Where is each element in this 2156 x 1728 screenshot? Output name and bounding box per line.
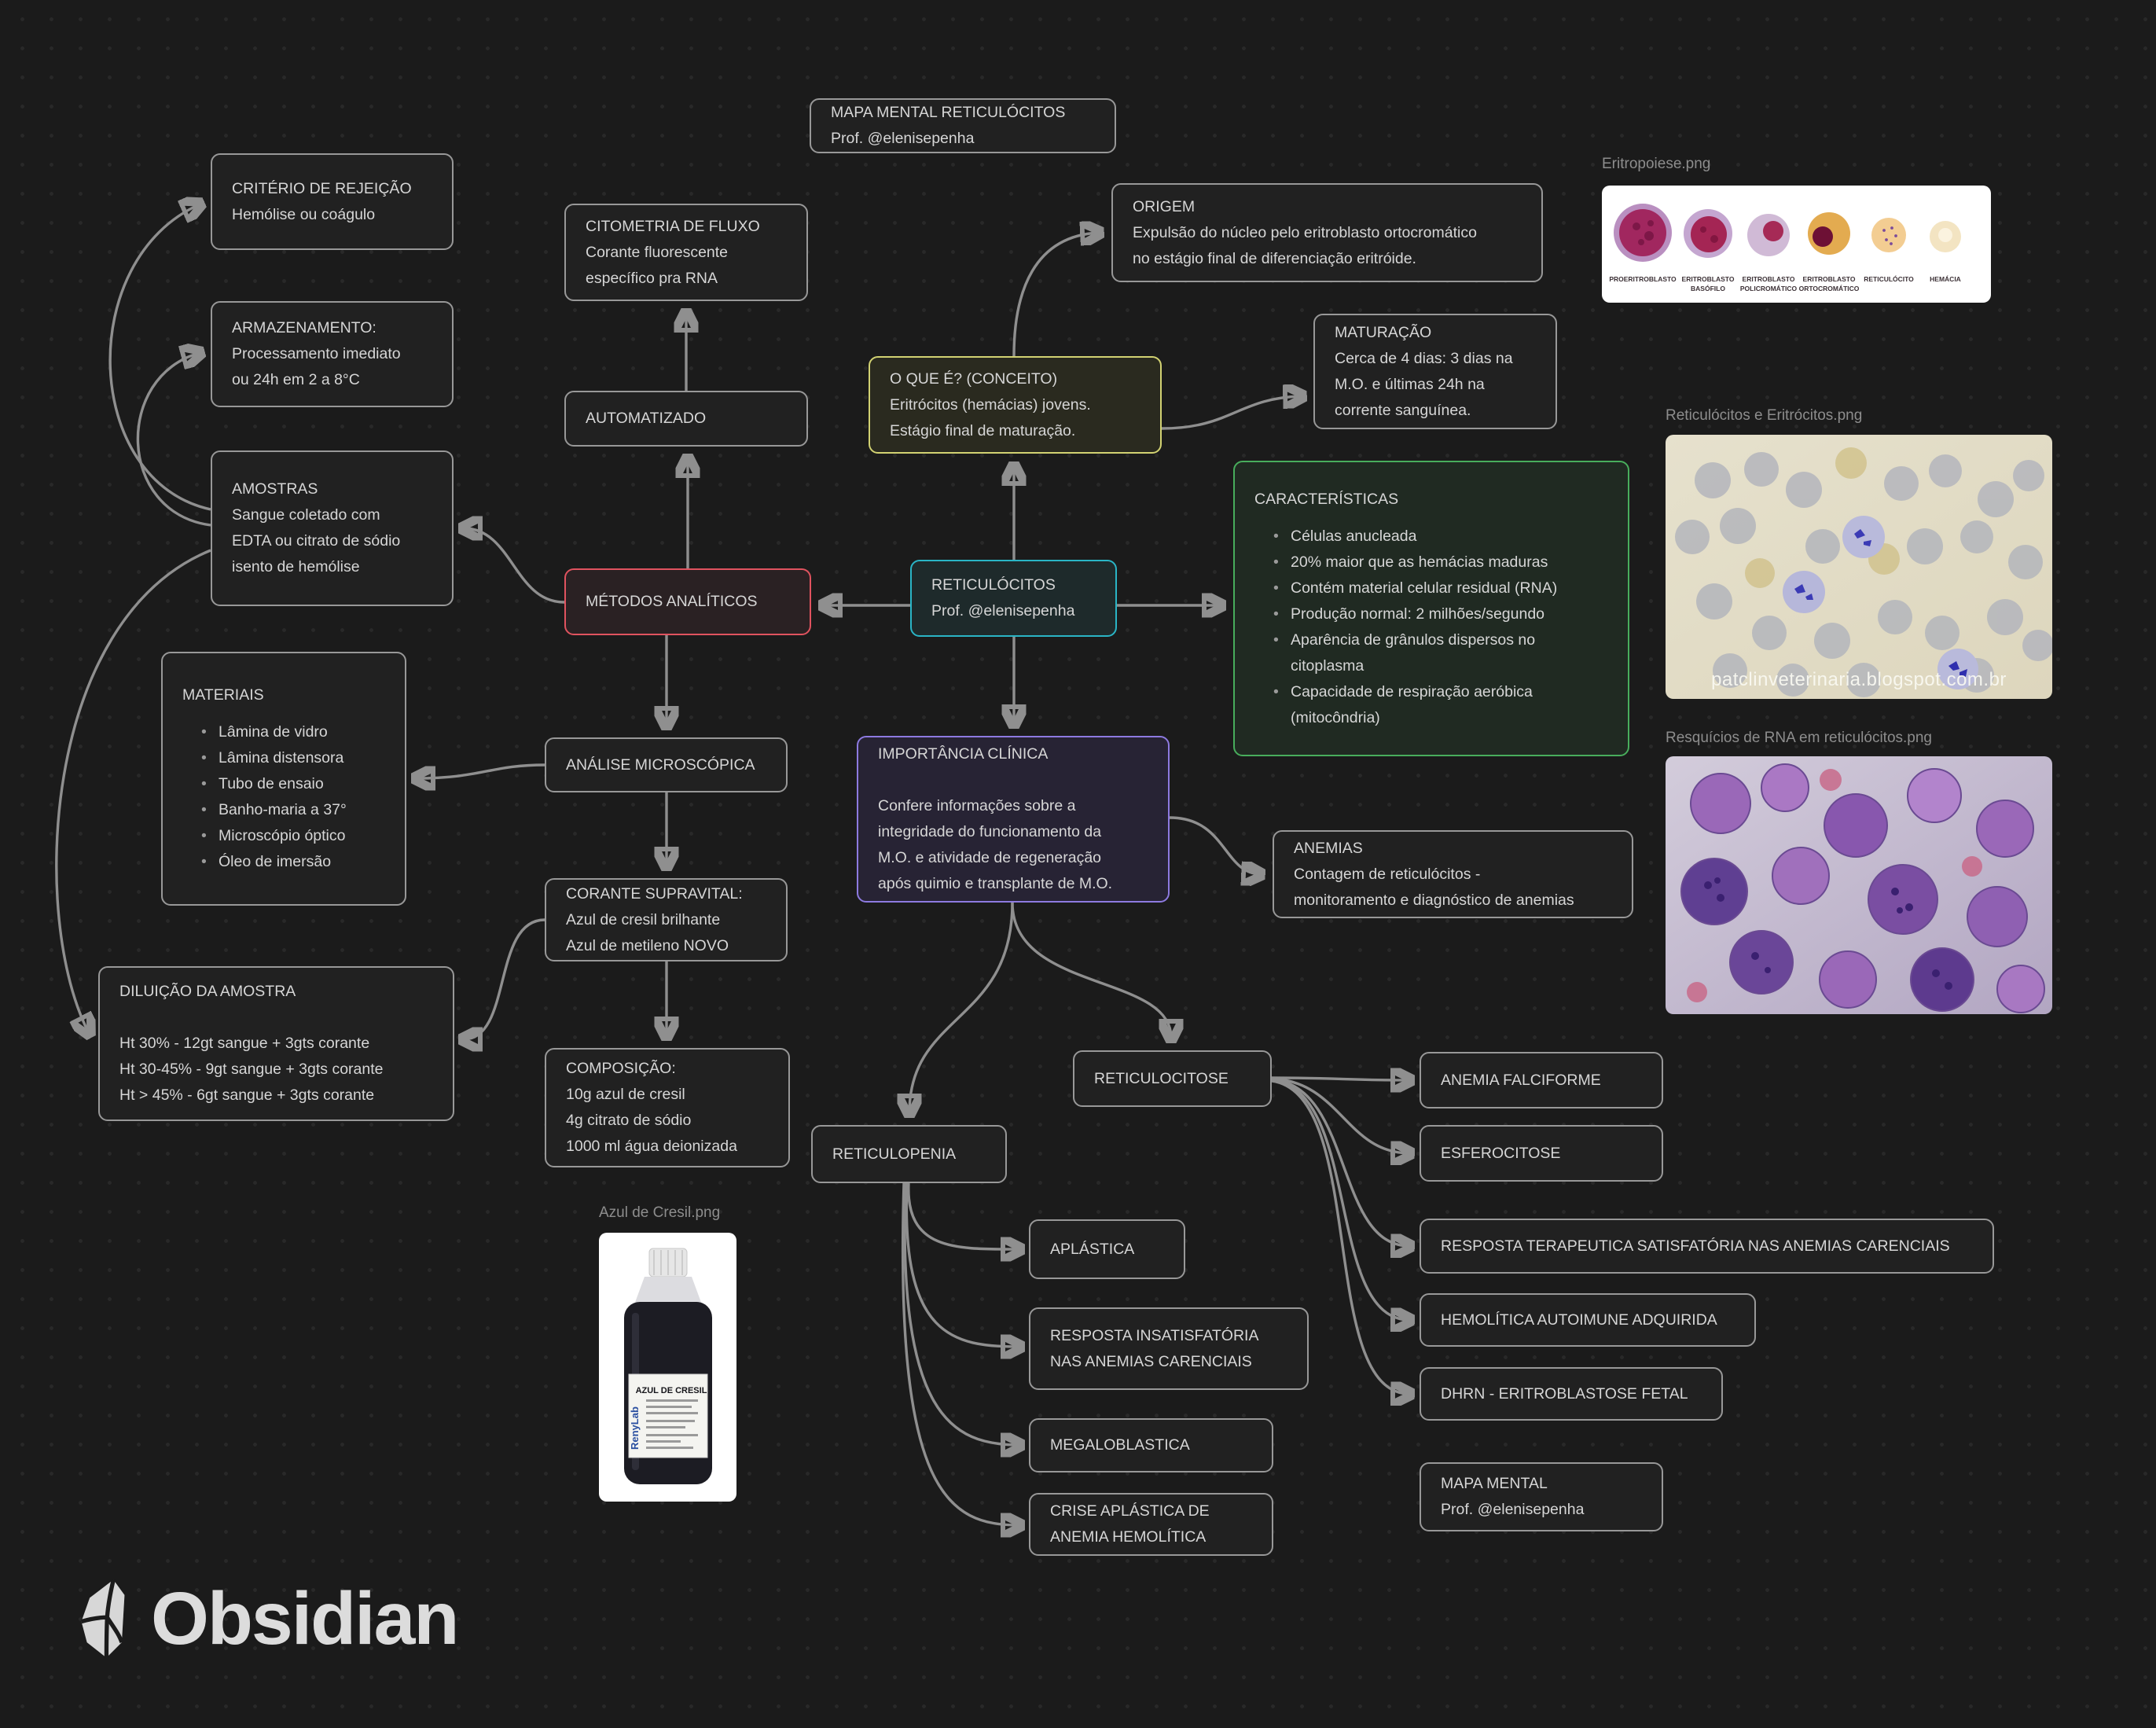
cell-label: ORTOCROMÁTICO [1798,285,1860,292]
node-text-line: MÉTODOS ANALÍTICOS [586,593,758,610]
node-text-line: ANEMIA FALCIFORME [1441,1071,1601,1089]
image-caption-resquicios-rna: Resquícios de RNA em reticulócitos.png [1666,730,1932,746]
node-text-line: isento de hemólise [232,558,360,575]
edge-analise-microscopica-to-materiais [417,765,545,778]
node-aplastica[interactable] [1029,1219,1185,1279]
node-text-line: Corante fluorescente [586,243,729,261]
obsidian-gem-icon [79,1572,127,1665]
node-text-line: MEGALOBLASTICA [1050,1436,1190,1454]
node-text-line: MAPA MENTAL RETICULÓCITOS [831,104,1066,121]
blood-smear-illustration [1666,435,2052,699]
node-citometria-fluxo[interactable] [564,204,808,301]
edge-corante-supravital-to-diluicao-amostra [464,920,545,1039]
node-automatizado[interactable] [564,391,808,447]
node-bullet-item: • Lâmina distensora [201,745,359,771]
node-crise-aplastica[interactable] [1029,1493,1273,1556]
edge-reticulopenia-to-resposta-insatisfatoria [906,1183,1019,1347]
node-text-line: ANEMIAS [1294,839,1363,857]
node-text-line: DILUIÇÃO DA AMOSTRA [119,983,296,1000]
node-map-title[interactable] [810,98,1116,153]
edge-reticulocitose-to-resposta-terapeutica [1272,1079,1409,1246]
node-text-line: AMOSTRAS [232,480,318,498]
node-bullet-item: • Contém material celular residual (RNA) [1273,575,1582,601]
node-composicao[interactable] [545,1048,790,1167]
node-text-line: 4g citrato de sódio [566,1112,692,1129]
node-amostras[interactable] [211,450,454,606]
cell-label: ERITROBLASTO [1742,275,1795,283]
node-text-line: corrente sanguínea. [1335,401,1471,419]
image-watermark: patclinveterinaria.blogspot.com.br [1711,669,2007,690]
node-text-line: M.O. e últimas 24h na [1335,375,1485,393]
node-text-line: Hemólise ou coágulo [232,205,376,223]
bottle-brand-label: RenyLab [629,1406,641,1450]
node-metodos-analiticos[interactable] [564,568,811,635]
edge-reticulopenia-to-crise-aplastica [903,1183,1019,1525]
edge-amostras-to-criterio-rejeicao [110,204,211,509]
node-bullet-item: • Microscópio óptico [201,823,359,849]
node-anemia-falciforme[interactable] [1420,1052,1663,1108]
cell-label: PROERITROBLASTO [1609,275,1677,283]
node-text-line: Azul de cresil brilhante [566,910,721,928]
node-importancia-clinica[interactable] [857,736,1170,903]
node-o-que-e-conceito[interactable] [869,356,1162,454]
node-text-line: ou 24h em 2 a 8°C [232,371,360,388]
edge-reticulopenia-to-megaloblastica [905,1183,1019,1445]
node-text-line: M.O. e atividade de regeneração [878,849,1102,866]
node-maturacao[interactable] [1313,314,1557,429]
node-text-line: ORIGEM [1133,197,1196,215]
node-bullet-list [1254,524,1614,731]
node-materiais[interactable] [161,652,406,906]
node-text-line: monitoramento e diagnóstico de anemias [1294,891,1574,909]
edge-reticulocitose-to-hemolitica-autoimune [1272,1080,1409,1320]
cell-label: POLICROMÁTICO [1739,285,1798,292]
node-anemias[interactable] [1273,830,1633,918]
node-text-line: RETICULOCITOSE [1094,1069,1229,1087]
node-text-line: NAS ANEMIAS CARENCIAIS [1050,1352,1252,1370]
node-bullet-item: • Tubo de ensaio [201,771,359,797]
rna-cells-illustration [1666,756,2052,1014]
node-text-line: Estágio final de maturação. [890,421,1076,439]
obsidian-logo-text: Obsidian [151,1576,458,1660]
node-text-line: RETICULÓCITOS [931,576,1056,594]
node-text-line: AUTOMATIZADO [586,410,707,427]
node-bullet-item: • Óleo de imersão [201,849,359,875]
node-hemolitica-autoimune[interactable] [1420,1293,1756,1347]
node-bullet-item: • Aparência de grânulos dispersos no citoplasma [1273,627,1582,679]
image-azul-cresil[interactable] [599,1233,736,1502]
node-text-line: Confere informações sobre a [878,797,1076,814]
node-megaloblastica[interactable] [1029,1418,1273,1472]
node-text-line: RESPOSTA TERAPEUTICA SATISFATÓRIA NAS ANEMIAS CARENCIAIS [1441,1237,1950,1255]
node-text-line: COMPOSIÇÃO: [566,1060,676,1077]
node-text-line: no estágio final de diferenciação eritróide. [1133,249,1416,267]
image-resquicios-rna[interactable] [1666,756,2052,1014]
node-text-line: CITOMETRIA DE FLUXO [586,217,760,235]
node-text-line: Ht 30-45% - 9gt sangue + 3gts corante [119,1061,384,1078]
node-text-line: integridade do funcionamento da [878,823,1102,840]
node-text-line: IMPORTÂNCIA CLÍNICA [878,745,1049,763]
cell-label: ERITROBLASTO [1802,275,1856,283]
node-text-line: após quimio e transplante de M.O. [878,875,1113,892]
node-text-line: ESFEROCITOSE [1441,1144,1561,1162]
node-bullet-item: • Células anucleada [1273,524,1582,550]
node-text-line: Prof. @elenisepenha [1441,1501,1585,1518]
node-reticulocitos[interactable] [910,560,1117,637]
edge-o-que-e-conceito-to-origem [1014,233,1099,356]
node-text-line: 1000 ml água deionizada [566,1138,737,1155]
cell-label: ERITROBLASTO [1681,275,1735,283]
bottle-title-label: AZUL DE CRESIL [635,1386,707,1395]
node-text-line: Sangue coletado com [232,506,380,524]
node-text-line: ARMAZENAMENTO: [232,319,376,336]
edge-reticulocitose-to-esferocitose [1272,1079,1409,1153]
node-caracteristicas[interactable] [1233,461,1629,756]
node-analise-microscopica[interactable] [545,737,788,792]
image-caption-eritropoiese: Eritropoiese.png [1602,156,1711,172]
node-text-line: MATURAÇÃO [1335,323,1432,341]
node-mapa-mental-footer[interactable] [1420,1462,1663,1531]
node-text-line: RESPOSTA INSATISFATÓRIA [1050,1326,1259,1344]
node-reticulopenia[interactable] [811,1125,1007,1183]
node-text-line: Cerca de 4 dias: 3 dias na [1335,349,1513,367]
node-criterio-rejeicao[interactable] [211,153,454,250]
node-text-line: ANEMIA HEMOLÍTICA [1050,1528,1207,1546]
node-text-line: ANÁLISE MICROSCÓPICA [566,756,755,774]
node-text-line: Prof. @elenisepenha [931,602,1075,620]
node-armazenamento[interactable] [211,301,454,407]
node-text-line: APLÁSTICA [1050,1240,1135,1258]
node-text-line: Ht 30% - 12gt sangue + 3gts corante [119,1035,370,1052]
image-caption-azul-cresil: Azul de Cresil.png [599,1204,721,1221]
edge-metodos-analiticos-to-amostras [464,528,564,602]
node-text-line: Prof. @elenisepenha [831,130,975,147]
node-bullet-list [182,719,391,875]
node-text-line: CARACTERÍSTICAS [1254,490,1399,508]
node-text-line: 10g azul de cresil [566,1086,685,1103]
azul-cresil-bottle-illustration [599,1233,736,1502]
edge-importancia-clinica-to-reticulocitose [1012,903,1171,1038]
edge-reticulocitose-to-anemia-falciforme [1272,1078,1409,1080]
edge-importancia-clinica-to-reticulopenia [909,903,1012,1112]
node-text-line: CRITÉRIO DE REJEIÇÃO [232,179,412,197]
node-diluicao-amostra[interactable] [98,966,454,1121]
node-text-line: Contagem de reticulócitos - [1294,865,1481,883]
edge-importancia-clinica-to-anemias [1170,818,1260,874]
node-text-line: MATERIAIS [182,686,264,704]
node-bullet-item: • Produção normal: 2 milhões/segundo [1273,601,1582,627]
node-text-line: Processamento imediato [232,345,401,362]
node-bullet-item: • Capacidade de respiração aeróbica (mitocôndria) [1273,679,1582,731]
node-text-line [878,767,1154,793]
eritropoiese-illustration [1602,186,1991,303]
node-text-line: Ht > 45% - 6gt sangue + 3gts corante [119,1086,375,1104]
node-text-line [119,1005,439,1031]
node-text-line: DHRN - ERITROBLASTOSE FETAL [1441,1384,1688,1403]
edge-amostras-to-armazenamento [138,353,211,525]
node-text-line: MAPA MENTAL [1441,1475,1548,1492]
node-resposta-terapeutica[interactable] [1420,1219,1994,1274]
node-text-line: Azul de metileno NOVO [566,936,729,954]
node-text-line: O QUE É? (CONCEITO) [890,369,1058,388]
node-text-line: RETICULOPENIA [832,1145,957,1163]
node-text-line: CRISE APLÁSTICA DE [1050,1502,1210,1520]
node-dhrn-eritroblastose[interactable] [1420,1367,1723,1421]
cell-label: HEMÁCIA [1930,275,1961,283]
image-reticulocitos-eritrocitos[interactable] [1666,435,2052,699]
node-text-line: específico pra RNA [586,269,718,287]
image-caption-reticulocitos-eritrocitos: Reticulócitos e Eritrócitos.png [1666,407,1863,424]
node-origem[interactable] [1111,183,1543,282]
image-eritropoiese[interactable] [1602,186,1991,303]
obsidian-logo [79,1572,457,1665]
node-bullet-item: • 20% maior que as hemácias maduras [1273,550,1582,575]
edge-o-que-e-conceito-to-maturacao [1162,396,1302,428]
node-bullet-item: • Banho-maria a 37° [201,797,359,823]
node-text-line: CORANTE SUPRAVITAL: [566,884,743,903]
node-text-line: EDTA ou citrato de sódio [232,532,401,550]
node-corante-supravital[interactable] [545,878,788,961]
node-text-line: Eritrócitos (hemácias) jovens. [890,395,1091,414]
node-resposta-insatisfatoria[interactable] [1029,1307,1309,1390]
edge-reticulopenia-to-aplastica [909,1183,1019,1249]
node-esferocitose[interactable] [1420,1125,1663,1182]
node-bullet-item: • Lâmina de vidro [201,719,359,745]
node-text-line: Expulsão do núcleo pelo eritroblasto ortocromático [1133,223,1477,241]
node-reticulocitose[interactable] [1073,1050,1272,1107]
cell-label: BASÓFILO [1691,285,1725,292]
cell-label: RETICULÓCITO [1864,275,1914,283]
node-text-line: HEMOLÍTICA AUTOIMUNE ADQUIRIDA [1441,1311,1717,1329]
